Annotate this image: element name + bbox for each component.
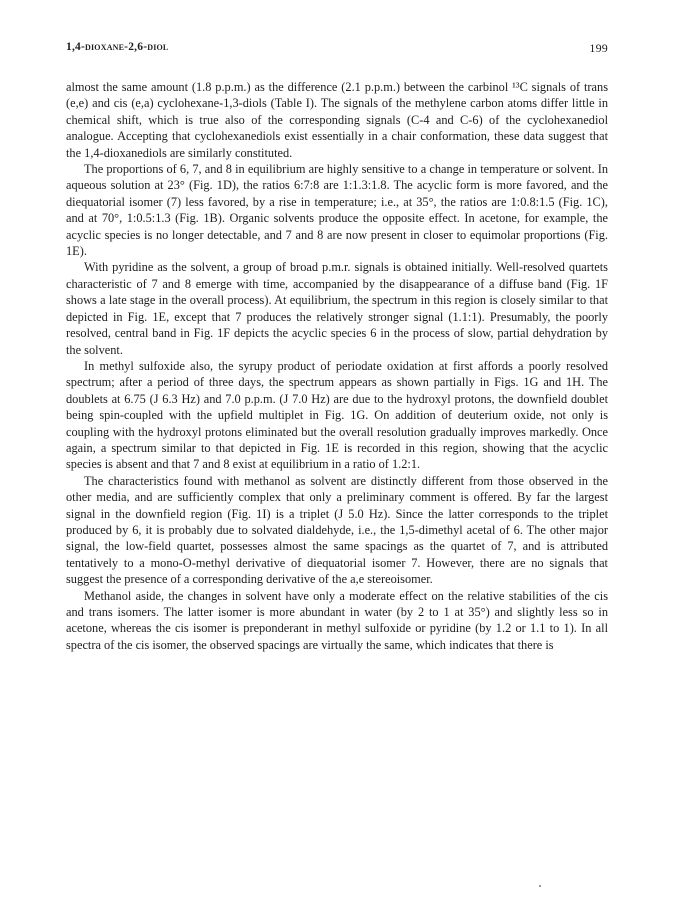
paragraph: The characteristics found with methanol as solvent are distinctly different from those observed in the other media, and are sufficiently complex that only a preliminary comment is offered. By far the largest signal in the downfield region (Fig. 1I) is a triplet (J 5.0 Hz). Since the latter corresponds to the triplet produced by 6, it is probably due to solvated dialdehyde, i.e., the 1,5-dimethyl acetal of 6. The other major signal, the low-field quartet, possesses almost the same spacings as the quartet of 7, and is attributed tentatively to a mono-O-methyl derivative of diequatorial isomer 7. However, there are no signals that suggest the presence of a corresponding derivative of the a,e stereoisomer. [66,473,608,587]
paragraph: The proportions of 6, 7, and 8 in equilibrium are highly sensitive to a change in temperature or solvent. In aqueous solution at 23° (Fig. 1D), the ratios 6:7:8 are 1:1.3:1.8. The acyclic form is more favored, and the diequatorial isomer (7) less favored, by a rise in temperature; i.e., at 35°, the ratios are 1:0.8:1.5 (Fig. 1C), and at 70°, 1:0.5:1.3 (Fig. 1B). Organic solvents produce the opposite effect. In acetone, for example, the acyclic species is no longer detectable, and 7 and 8 are now present in closer to equimolar proportions (Fig. 1E). [66,162,608,259]
article-body [66,79,608,653]
running-head [66,41,608,61]
scan-speck [539,885,541,887]
running-title: 1,4-dioxane-2,6-diol [66,41,169,53]
paragraph: In methyl sulfoxide also, the syrupy product of periodate oxidation at first affords a poorly resolved spectrum; after a period of three days, the spectrum appears as shown partially in Figs. 1G and 1H. The doublets at 6.75 (J 6.3 Hz) and 7.0 p.p.m. (J 7.0 Hz) are due to the hydroxyl protons, the downfield doublet being spin-coupled with the upfield multiplet in Fig. 1G. On addition of deuterium oxide, not only is coupling with the hydroxyl protons eliminated but the overall resolution gradually improves markedly. Once again, a spectrum similar to that depicted in Fig. 1E is recorded in this region, showing that the acyclic species is absent and that 7 and 8 exist at equilibrium in a ratio of 1.2:1. [66,358,608,472]
paragraph: almost the same amount (1.8 p.p.m.) as the difference (2.1 p.p.m.) between the carbinol ¹³C signals of trans (e,e) and cis (e,a) cyclohexane-1,3-diols (Table I). The signals of the methylene carbon atoms differ little in chemical shift, which is true also of the corresponding signals (C-4 and C-6) of the cyclohexanediol analogue. Accepting that cyclohexanediols exist essentially in a chair conformation, these data suggest that the 1,4-dioxanediols are similarly constituted. [66,80,608,160]
paragraph: With pyridine as the solvent, a group of broad p.m.r. signals is obtained initially. Well-resolved quartets characteristic of 7 and 8 emerge with time, accompanied by the disappearance of a diffuse band (Fig. 1F shows a late stage in the overall process). At equilibrium, the spectrum in this region is closely similar to that depicted in Fig. 1E, except that 7 produces the relatively stronger signal (1.1:1). Presumably, the poorly resolved, central band in Fig. 1F depicts the acyclic species 6 in the process of slow, partial dehydration by the solvent. [66,260,608,357]
journal-page [66,41,608,653]
paragraph: Methanol aside, the changes in solvent have only a moderate effect on the relative stabilities of the cis and trans isomers. The latter isomer is more abundant in water (by 2 to 1 at 35°) and slightly less so in acetone, whereas the cis isomer is preponderant in methyl sulfoxide or pyridine (by 1.2 or 1.1 to 1). In all spectra of the cis isomer, the observed spacings are virtually the same, which indicates that there is [66,588,608,652]
page-number: 199 [589,41,608,55]
